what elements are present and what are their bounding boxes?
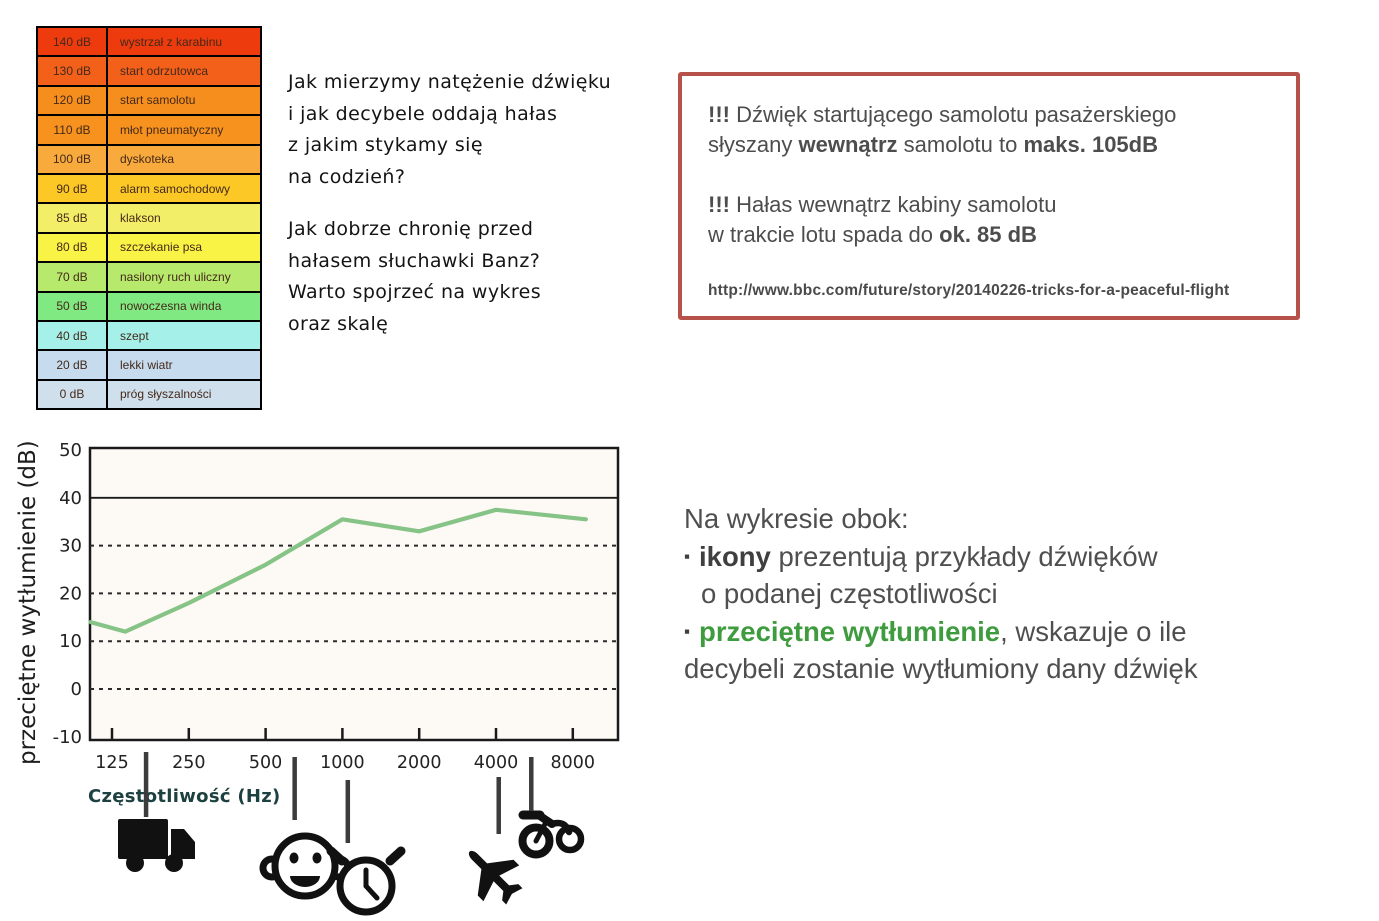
exclamation-marks: !!!	[708, 192, 730, 217]
y-tick-label: 0	[70, 679, 82, 700]
db-example-cell: nowoczesna winda	[120, 299, 222, 314]
notes-title: Na wykresie obok:	[684, 503, 909, 534]
airplane-noise-info-box	[678, 72, 1300, 320]
x-tick-label: 125	[95, 753, 129, 773]
db-level-cell: 50 dB	[38, 293, 108, 320]
db-example-cell: młot pneumatyczny	[120, 122, 224, 137]
exclamation-marks: !!!	[708, 102, 730, 127]
db-table-row	[38, 234, 260, 263]
text-line: oraz skalę	[288, 312, 389, 335]
notes-bullet-1-cont: o podanej częstotliwości	[701, 578, 998, 609]
db-example-cell: alarm samochodowy	[120, 181, 231, 196]
y-tick-label: 20	[59, 583, 82, 605]
db-level-cell: 110 dB	[38, 116, 108, 143]
text-line: Jak mierzymy natężenie dźwięku	[288, 71, 612, 93]
db-level-cell: 80 dB	[38, 234, 108, 261]
db-example-cell: klakson	[120, 211, 161, 226]
x-tick-label: 1000	[320, 753, 365, 773]
bullet-square-icon: ▪	[684, 546, 691, 566]
text-line: z jakim stykamy się	[288, 134, 483, 156]
y-tick-label: 50	[59, 440, 82, 461]
spacer	[708, 160, 1270, 190]
x-axis-label: Częstotliwość (Hz)	[88, 786, 281, 807]
info-line-2: słyszany wewnątrz samolotu to maks. 105dB	[708, 132, 1158, 157]
motorcycle-icon	[523, 815, 582, 855]
db-table-row	[38, 116, 260, 145]
truck-icon	[118, 819, 195, 872]
db-example-cell: wystrzał z karabinu	[120, 34, 223, 49]
info-line-4: w trakcie lotu spada do ok. 85 dB	[708, 222, 1037, 247]
db-level-cell: 140 dB	[38, 28, 108, 55]
db-table-row	[38, 146, 260, 175]
db-table-row	[38, 204, 260, 233]
db-example-cell: nasilony ruch uliczny	[120, 269, 231, 284]
source-url-link[interactable]: http://www.bbc.com/future/story/20140226-tricks-for-a-peaceful-flight	[708, 282, 1230, 299]
db-level-cell: 20 dB	[38, 351, 108, 378]
notes-bullet-2-cont: decybeli zostanie wytłumiony dany dźwięk	[684, 653, 1198, 684]
notes-bullet-2: ▪ przeciętne wytłumienie, wskazuje o ile	[684, 615, 1187, 647]
y-tick-label: -10	[52, 726, 82, 748]
info-line-3: !!! Hałas wewnątrz kabiny samolotu	[708, 192, 1057, 217]
decibel-scale-table	[36, 26, 262, 410]
db-example-cell: szczekanie psa	[120, 240, 203, 255]
db-table-row	[38, 175, 260, 204]
text-line: i jak decybele oddają hałas	[288, 102, 558, 125]
db-level-cell: 85 dB	[38, 204, 108, 231]
db-table-row	[38, 87, 260, 116]
info-line-1: !!! Dźwięk startującego samolotu pasażerskiego	[708, 102, 1177, 127]
x-tick-label: 8000	[550, 753, 596, 773]
bullet-square-icon: ▪	[684, 621, 691, 641]
y-tick-label: 40	[59, 487, 82, 509]
db-table-row	[38, 322, 260, 351]
db-level-cell: 130 dB	[38, 57, 108, 84]
text-line: na codzień?	[288, 165, 406, 188]
notes-bullet-1: ▪ ikony prezentują przykłady dźwięków	[684, 540, 1158, 572]
y-axis-label: przeciętne wytłumienie (dB)	[15, 440, 41, 766]
db-example-cell: dyskoteka	[120, 152, 175, 167]
db-level-cell: 100 dB	[38, 146, 108, 173]
db-example-cell: start odrzutowca	[120, 64, 209, 79]
y-tick-label: 10	[59, 631, 82, 653]
db-level-cell: 90 dB	[38, 175, 108, 202]
db-table-row	[38, 263, 260, 292]
sound-reduction-chart	[0, 430, 650, 921]
chart-notes	[684, 500, 1198, 688]
db-table-row	[38, 293, 260, 322]
x-tick-label: 500	[248, 753, 283, 773]
db-level-cell: 0 dB	[38, 381, 108, 408]
db-level-cell: 40 dB	[38, 322, 108, 349]
x-tick-label: 4000	[473, 753, 519, 773]
y-tick-label: 30	[59, 535, 82, 557]
alarm-clock-icon	[331, 851, 401, 912]
baby-face-icon	[263, 836, 348, 896]
db-table-row	[38, 351, 260, 380]
text-line: Jak dobrze chronię przed	[288, 218, 534, 240]
db-table-row	[38, 28, 260, 57]
text-line: Warto spojrzeć na wykres	[288, 281, 542, 303]
intro-question-2	[288, 214, 611, 340]
db-level-cell: 70 dB	[38, 263, 108, 290]
db-table-row	[38, 381, 260, 408]
db-example-cell: start samolotu	[120, 93, 196, 108]
db-level-cell: 120 dB	[38, 87, 108, 114]
text-line: hałasem słuchawki Banz?	[288, 249, 541, 272]
db-table-row	[38, 57, 260, 86]
intro-question-text	[288, 67, 611, 340]
intro-question-1	[288, 67, 611, 193]
x-tick-label: 2000	[396, 753, 442, 773]
db-example-cell: lekki wiatr	[120, 357, 173, 372]
db-example-cell: próg słyszalności	[120, 387, 212, 402]
x-tick-label: 250	[172, 753, 206, 773]
db-example-cell: szept	[120, 328, 149, 343]
